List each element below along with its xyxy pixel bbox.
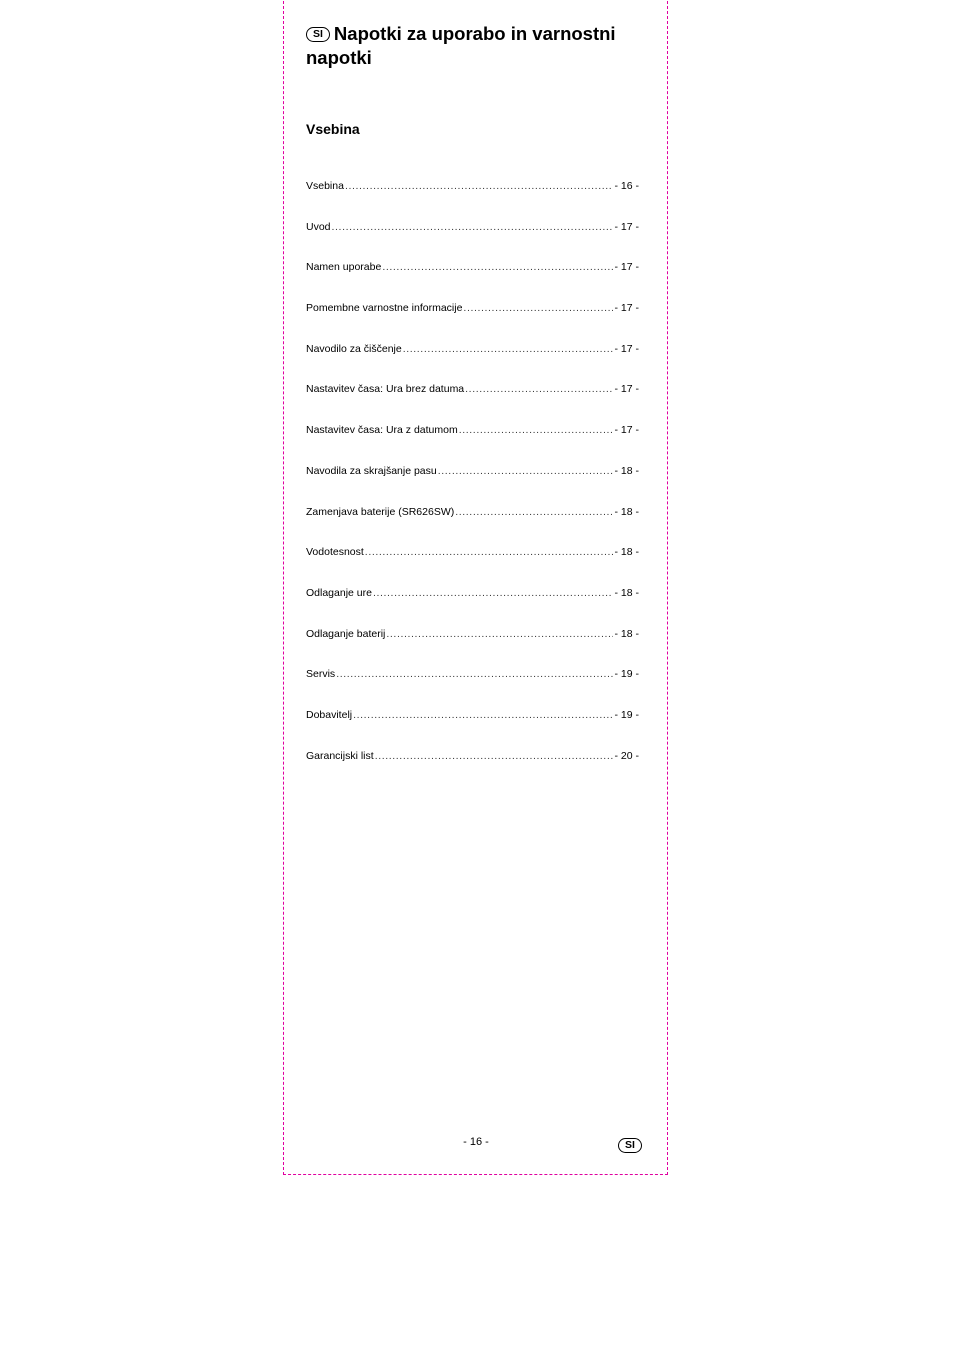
toc-leader-dots: [345, 180, 614, 192]
table-of-contents: [306, 180, 639, 790]
toc-entry-label: Namen uporabe: [306, 261, 382, 274]
toc-entry-label: Odlaganje ure: [306, 586, 372, 599]
toc-entry-label: Vsebina: [306, 180, 344, 192]
language-badge: SI: [306, 27, 330, 42]
toc-entry-page: - 18 -: [614, 586, 639, 599]
toc-entry-varnostne-informacije[interactable]: [306, 302, 639, 343]
toc-entry-page: - 17 -: [614, 383, 639, 396]
toc-entry-vodotesnost[interactable]: [306, 546, 639, 587]
toc-entry-label: Navodila za skrajšanje pasu: [306, 464, 437, 477]
toc-entry-label: Pomembne varnostne informacije: [306, 302, 463, 315]
toc-leader-dots: [455, 506, 613, 518]
toc-entry-garancijski-list[interactable]: [306, 750, 639, 791]
toc-entry-label: Navodilo za čiščenje: [306, 342, 402, 355]
toc-leader-dots: [332, 221, 614, 233]
page-number: - 16 -: [463, 1136, 489, 1148]
toc-entry-ura-z-datumom[interactable]: [306, 424, 639, 465]
toc-entry-odlaganje-ure[interactable]: [306, 587, 639, 628]
toc-entry-dobavitelj[interactable]: [306, 709, 639, 750]
toc-entry-ura-brez-datuma[interactable]: [306, 383, 639, 424]
toc-entry-page: - 18 -: [614, 464, 639, 477]
toc-entry-page: - 19 -: [614, 668, 639, 681]
toc-entry-page: - 17 -: [614, 424, 639, 437]
toc-entry-zamenjava-baterije[interactable]: [306, 506, 639, 547]
toc-entry-skrajsanje-pasu[interactable]: [306, 465, 639, 506]
page-title: [306, 22, 651, 70]
toc-entry-vsebina[interactable]: [306, 180, 639, 221]
toc-leader-dots: [382, 261, 613, 273]
toc-entry-servis[interactable]: [306, 668, 639, 709]
toc-leader-dots: [463, 302, 613, 314]
toc-leader-dots: [386, 628, 613, 640]
page-title-text: Napotki za uporabo in varnostni napotki: [306, 23, 616, 68]
toc-entry-label: Garancijski list: [306, 749, 374, 762]
footer-language-badge: SI: [618, 1138, 642, 1153]
toc-entry-page: - 17 -: [614, 342, 639, 355]
toc-leader-dots: [438, 465, 614, 477]
toc-entry-page: - 17 -: [614, 302, 639, 315]
toc-entry-uvod[interactable]: [306, 221, 639, 262]
toc-entry-page: - 19 -: [614, 708, 639, 721]
toc-leader-dots: [403, 343, 614, 355]
toc-entry-page: - 18 -: [614, 505, 639, 518]
toc-leader-dots: [459, 424, 614, 436]
toc-entry-odlaganje-baterij[interactable]: [306, 628, 639, 669]
toc-entry-label: Zamenjava baterije (SR626SW): [306, 505, 455, 518]
toc-leader-dots: [353, 709, 613, 721]
toc-entry-page: - 18 -: [614, 546, 639, 559]
toc-leader-dots: [365, 546, 614, 558]
toc-entry-label: Dobavitelj: [306, 708, 353, 721]
toc-entry-page: - 18 -: [614, 627, 639, 640]
toc-entry-page: - 16 -: [614, 180, 639, 192]
toc-entry-label: Vodotesnost: [306, 546, 364, 559]
toc-entry-label: Servis: [306, 668, 336, 681]
toc-leader-dots: [465, 383, 613, 395]
toc-entry-label: Uvod: [306, 220, 331, 233]
toc-entry-ciscenje[interactable]: [306, 343, 639, 384]
toc-entry-page: - 20 -: [614, 749, 639, 762]
toc-leader-dots: [375, 750, 614, 762]
toc-entry-page: - 17 -: [614, 261, 639, 274]
toc-entry-label: Nastavitev časa: Ura z datumom: [306, 424, 458, 437]
toc-entry-label: Odlaganje baterij: [306, 627, 386, 640]
toc-leader-dots: [373, 587, 614, 599]
toc-entry-label: Nastavitev časa: Ura brez datuma: [306, 383, 465, 396]
toc-heading: Vsebina: [306, 121, 360, 137]
toc-leader-dots: [336, 668, 613, 680]
toc-entry-page: - 17 -: [614, 220, 639, 233]
toc-entry-namen-uporabe[interactable]: [306, 261, 639, 302]
